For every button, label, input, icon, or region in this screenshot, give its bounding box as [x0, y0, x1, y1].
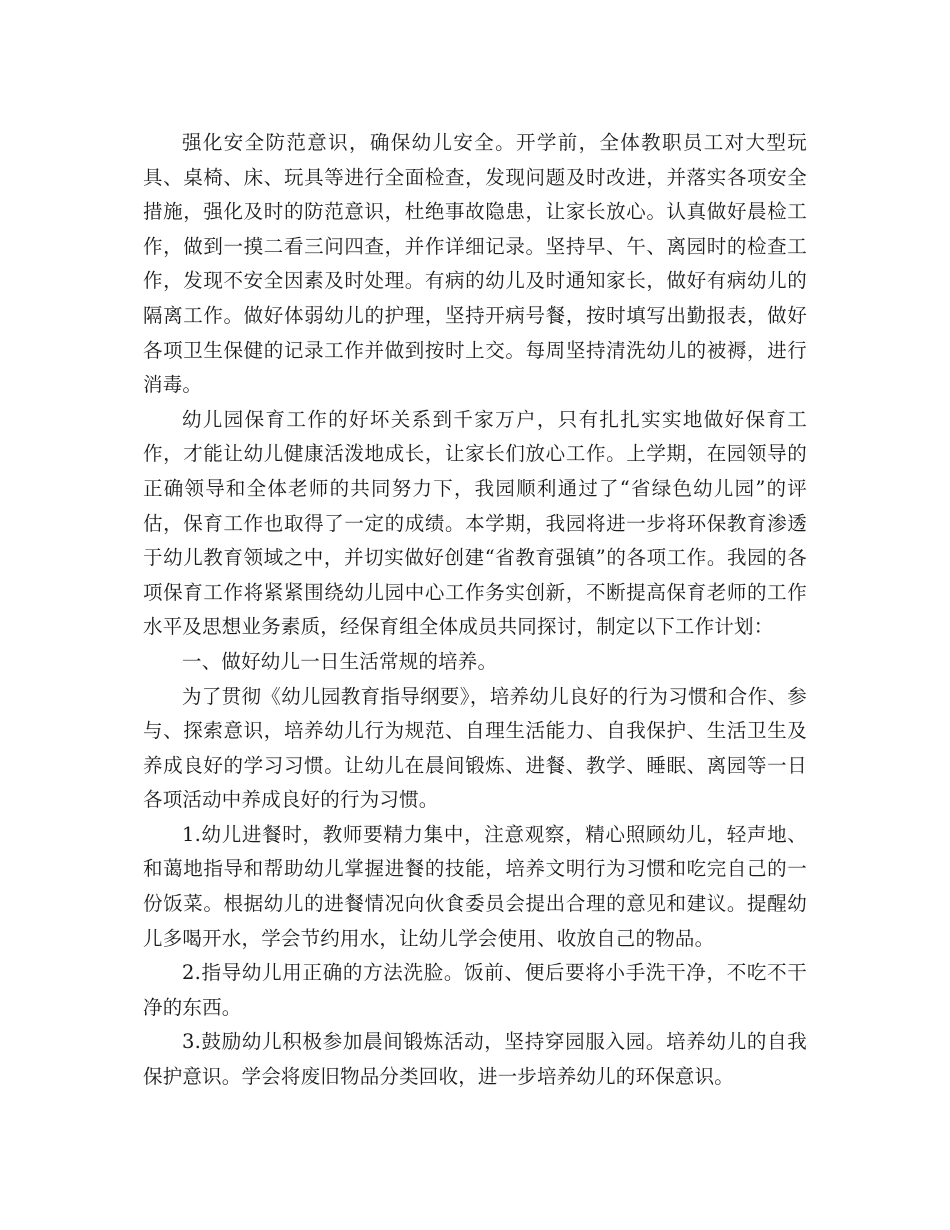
section-heading-daily-routine: 一、做好幼儿一日生活常规的培养。 — [182, 649, 498, 673]
paragraph-introduction: 幼儿园保育工作的好坏关系到千家万户，只有扎扎实实地做好保育工作，才能让幼儿健康活泼地成长，让家长们放心工作。上学期，在园领导的正确领导和全体老师的共同努力下，我园顺利通过了“省绿色幼儿园”的评估，保育工作也取得了一定的成绩。本学期，我园将进一步将环保教育渗透于幼儿教育领域之中，并切实做好创建“省教育强镇”的各项工作。我园的各项保育工作将紧紧围绕幼儿园中心工作务实创新，不断提高保育老师的工作水平及思想业务素质，经保育组全体成员共同探讨，制定以下工作计划： — [143, 407, 807, 639]
list-item-meals: 1.幼儿进餐时，教师要精力集中，注意观察，精心照顾幼儿，轻声地、和蔼地指导和帮助幼儿掌握进餐的技能，培养文明行为习惯和吃完自己的一份饭菜。根据幼儿的进餐情况向伙食委员会提出合理的意见和建议。提醒幼儿多喝开水，学会节约用水，让幼儿学会使用、收放自己的物品。 — [143, 822, 807, 950]
paragraph-safety: 强化安全防范意识，确保幼儿安全。开学前，全体教职员工对大型玩具、桌椅、床、玩具等进行全面检查，发现问题及时改进，并落实各项安全措施，强化及时的防范意识，杜绝事故隐患，让家长放心。认真做好晨检工作，做到一摸二看三问四查，并作详细记录。坚持早、午、离园时的检查工作，发现不安全因素及时处理。有病的幼儿及时通知家长，做好有病幼儿的隔离工作。做好体弱幼儿的护理，坚持开病号餐，按时填写出勤报表，做好各项卫生保健的记录工作并做到按时上交。每周坚持清洗幼儿的被褥，进行消毒。 — [143, 131, 807, 397]
list-item-washing: 2.指导幼儿用正确的方法洗脸。饭前、便后要将小手洗干净，不吃不干净的东西。 — [143, 961, 807, 1019]
paragraph-routine-goals: 为了贯彻《幼儿园教育指导纲要》，培养幼儿良好的行为习惯和合作、参与、探索意识，培养幼儿行为规范、自理生活能力、自我保护、生活卫生及养成良好的学习习惯。让幼儿在晨间锻炼、进餐、教学、睡眠、离园等一日各项活动中养成良好的行为习惯。 — [143, 684, 807, 812]
document-body — [143, 126, 807, 1095]
list-item-morning-exercise: 3.鼓励幼儿积极参加晨间锻炼活动，坚持穿园服入园。培养幼儿的自我保护意识。学会将废旧物品分类回收，进一步培养幼儿的环保意识。 — [143, 1030, 807, 1089]
